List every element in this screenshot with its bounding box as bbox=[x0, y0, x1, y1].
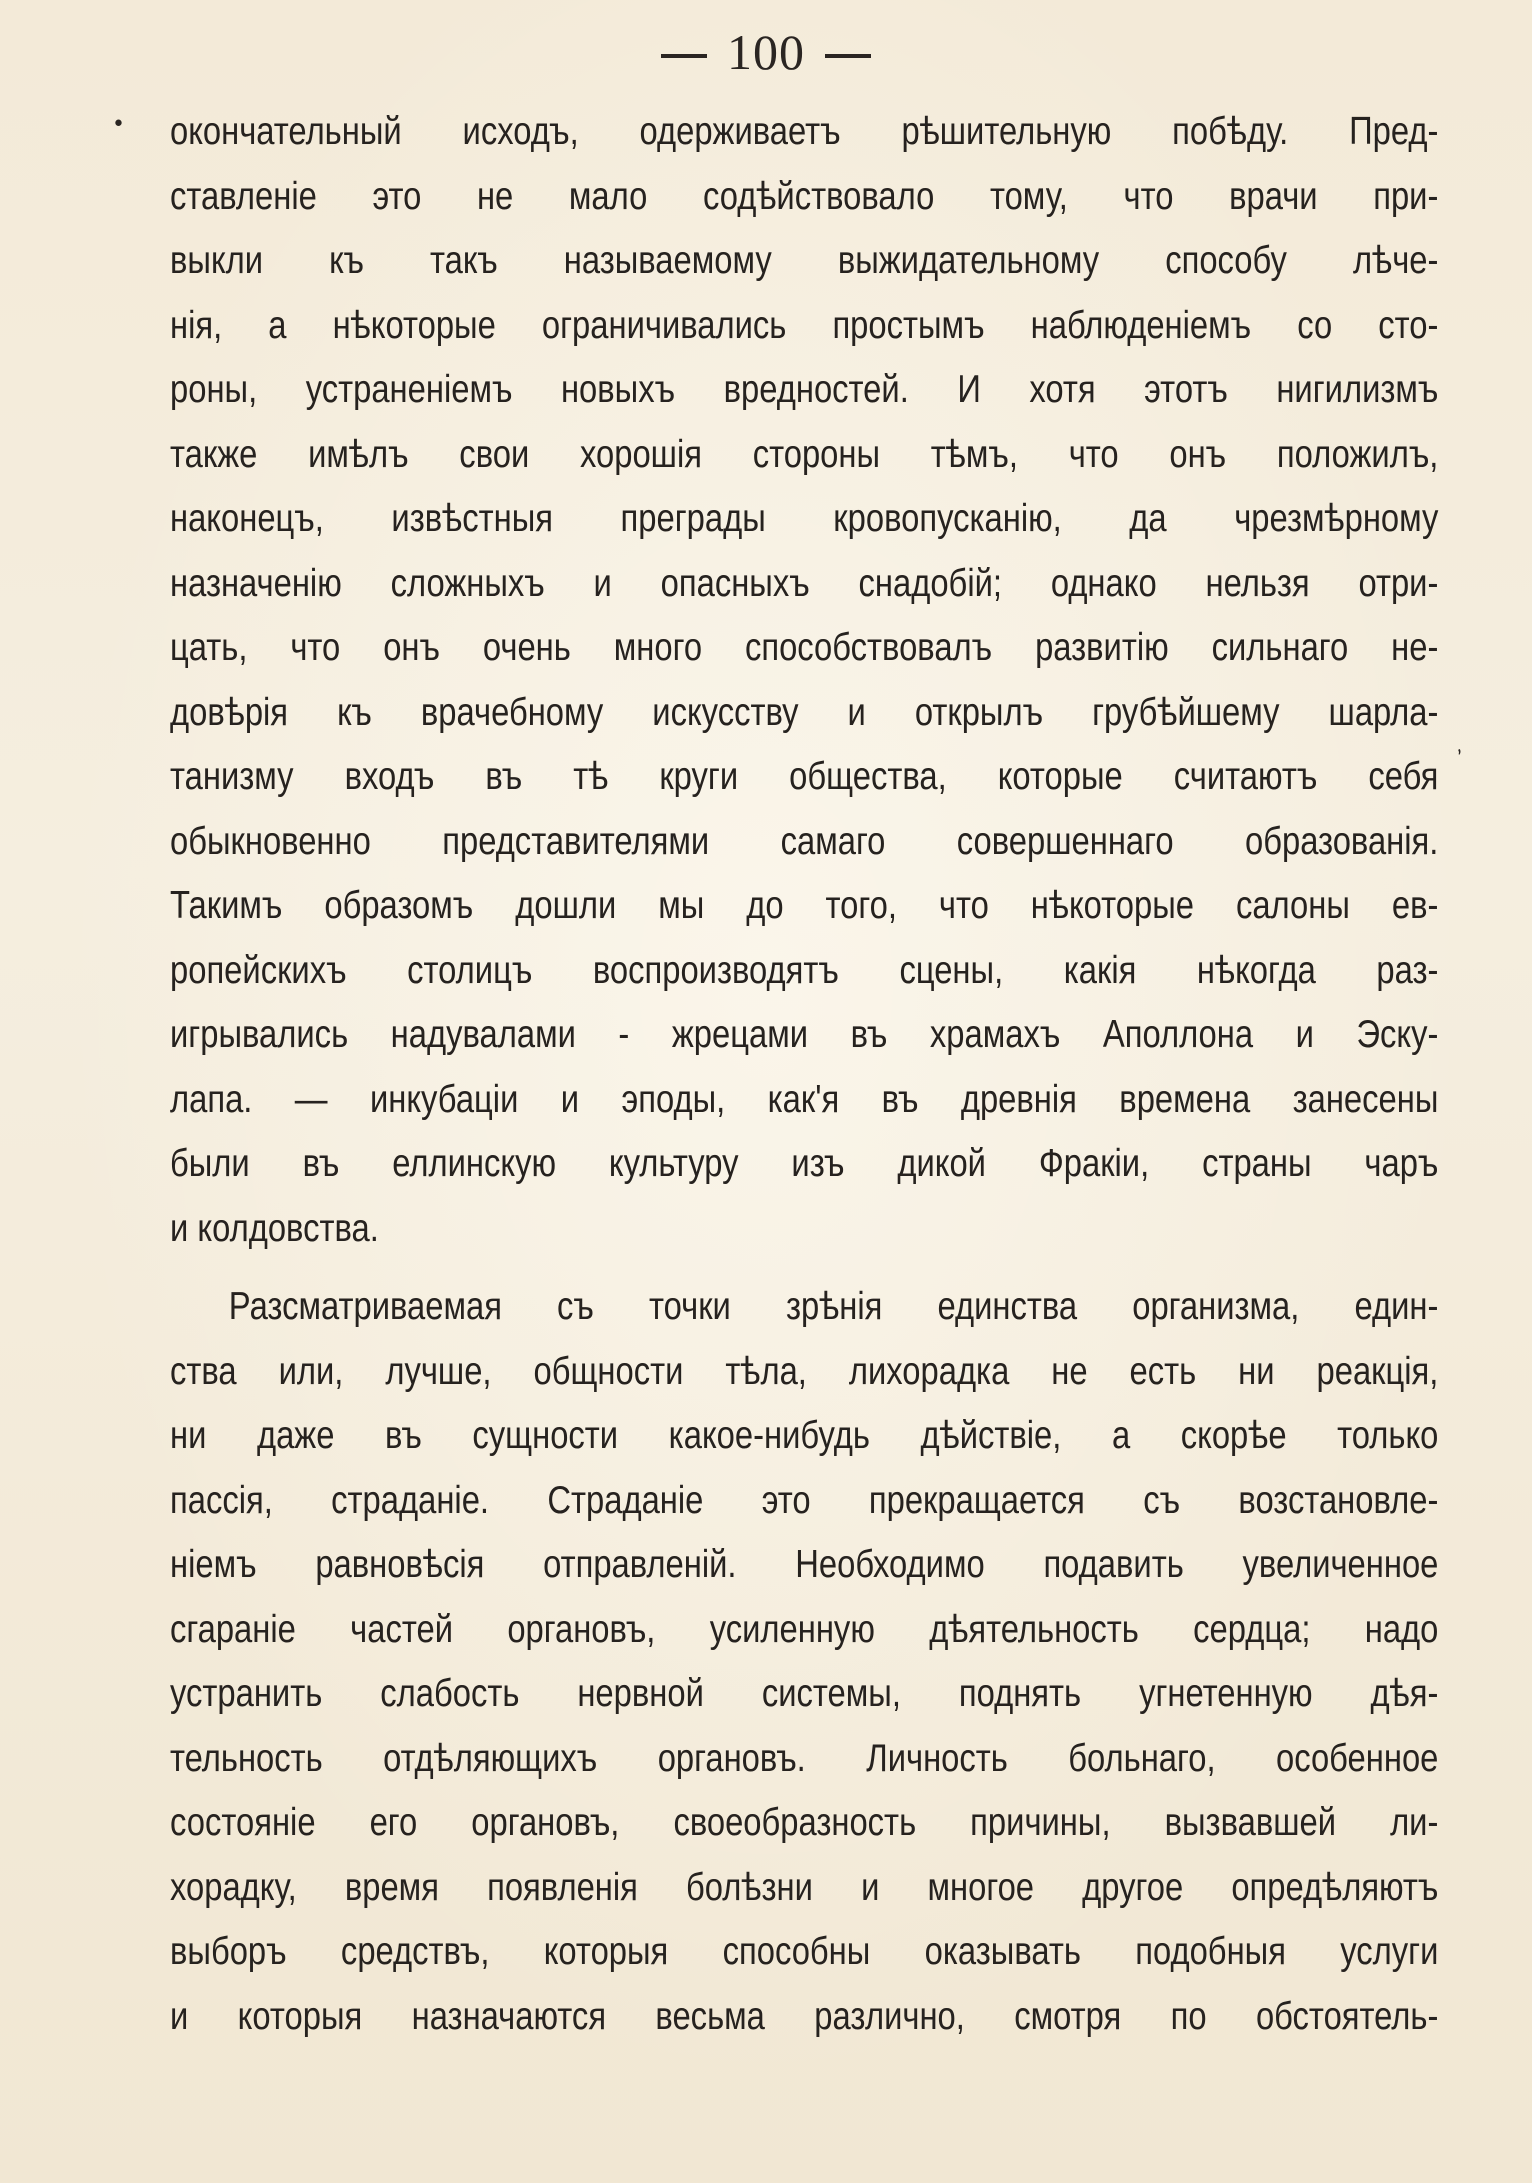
text-line: цать, что онъ очень много способствовалъ развитію сильнаго не- bbox=[170, 626, 1439, 669]
dash-left bbox=[661, 54, 707, 58]
text-line: наконецъ, извѣстныя преграды кровопусканію, да чрезмѣрному bbox=[170, 497, 1439, 540]
text-line: были въ еллинскую культуру изъ дикой Фракіи, страны чаръ bbox=[170, 1142, 1439, 1185]
text-line: хорадку, время появленія болѣзни и многое другое опредѣляютъ bbox=[170, 1865, 1439, 1909]
text-line: лапа. — инкубаціи и эподы, как'я въ древнія времена занесены bbox=[170, 1077, 1439, 1121]
paragraph-gap bbox=[170, 1261, 1438, 1275]
text-line: Такимъ образомъ дошли мы до того, что нѣкоторые салоны ев- bbox=[170, 884, 1439, 927]
text-line: ропейскихъ столицъ воспроизводятъ сцены, какія нѣкогда раз- bbox=[170, 948, 1439, 992]
text-line: устранить слабость нервной системы, поднять угнетенную дѣя- bbox=[170, 1672, 1439, 1715]
paragraph-1 bbox=[170, 100, 1438, 1261]
text-line: также имѣлъ свои хорошія стороны тѣмъ, что онъ положилъ, bbox=[170, 432, 1439, 476]
text-line: нія, а нѣкоторые ограничивались простымъ наблюденіемъ со сто- bbox=[170, 303, 1439, 347]
paragraph-2 bbox=[170, 1275, 1438, 2049]
text-line: ніемъ равновѣсія отправленій. Необходимо подавить увеличенное bbox=[170, 1543, 1439, 1586]
text-line: ставленіе это не мало содѣйствовало тому, что врачи при- bbox=[170, 174, 1439, 218]
text-line: довѣрія къ врачебному искусству и открылъ грубѣйшему шарла- bbox=[170, 690, 1439, 734]
margin-dot-mark: • bbox=[112, 112, 125, 137]
text-line: пассія, страданіе. Страданіе это прекращается съ возстановле- bbox=[170, 1478, 1439, 1522]
text-line: тельность отдѣляющихъ органовъ. Личность больнаго, особенное bbox=[170, 1736, 1439, 1780]
dash-right bbox=[825, 54, 871, 58]
text-line: сгараніе частей органовъ, усиленную дѣятельность сердца; надо bbox=[170, 1607, 1439, 1651]
page-header bbox=[0, 22, 1532, 82]
margin-tick-mark: ʼ bbox=[1453, 744, 1470, 770]
text-line: игрывались надувалами - жрецами въ храмахъ Аполлона и Эску- bbox=[170, 1013, 1439, 1056]
text-line: обыкновенно представителями самаго совершеннаго образованія. bbox=[170, 819, 1439, 863]
text-line: ни даже въ сущности какое-нибудь дѣйствіе, а скорѣе только bbox=[170, 1414, 1439, 1457]
body-text bbox=[170, 100, 1439, 2049]
text-line: и которыя назначаются весьма различно, смотря по обстоятель- bbox=[170, 1994, 1439, 2038]
text-line: танизму входъ въ тѣ круги общества, которые считаютъ себя bbox=[170, 755, 1439, 798]
text-line: назначенію сложныхъ и опасныхъ снадобій; однако нельзя отри- bbox=[170, 561, 1439, 605]
text-line: выкли къ такъ называемому выжидательному способу лѣче- bbox=[170, 239, 1439, 282]
text-line: окончательный исходъ, одерживаетъ рѣшительную побѣду. Пред- bbox=[170, 110, 1439, 153]
text-line: и колдовства. bbox=[170, 1206, 379, 1250]
text-line: Разсматриваемая съ точки зрѣнія единства организма, един- bbox=[228, 1285, 1439, 1328]
page-number: 100 bbox=[727, 24, 805, 80]
text-line: ства или, лучше, общности тѣла, лихорадка не есть ни реакція, bbox=[170, 1349, 1439, 1393]
text-line: выборъ средствъ, которыя способны оказывать подобныя услуги bbox=[170, 1930, 1439, 1973]
text-line: состояніе его органовъ, своеобразность причины, вызвавшей ли- bbox=[170, 1801, 1439, 1844]
text-line: роны, устраненіемъ новыхъ вредностей. И хотя этотъ нигилизмъ bbox=[170, 368, 1439, 411]
